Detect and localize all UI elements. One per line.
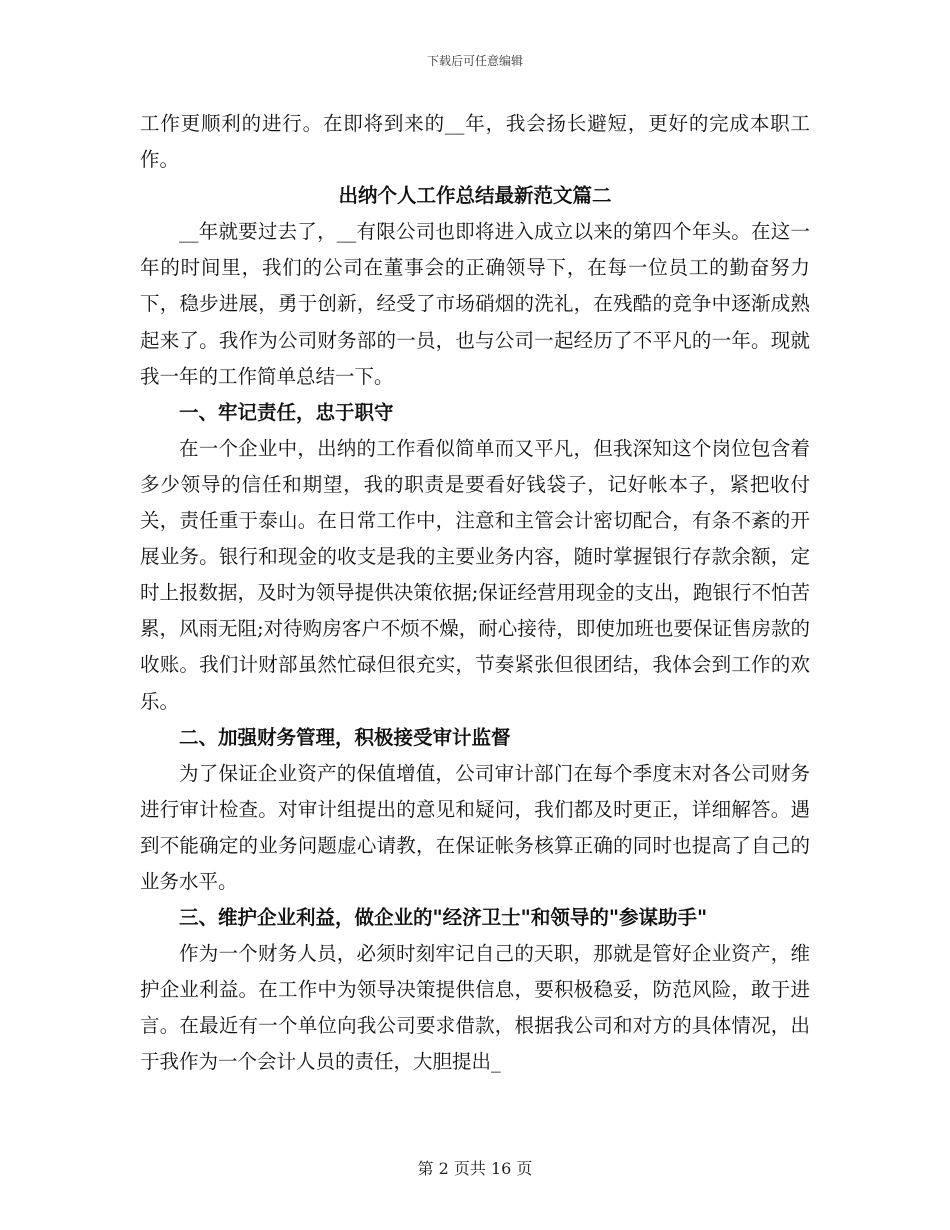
- section-title: 出纳个人工作总结最新范文篇二: [338, 184, 612, 208]
- paragraph-3: 为了保证企业资产的保值增值，公司审计部门在每个季度末对各公司财务进行审计检查。对审计组提出的意见和疑问，我们都及时更正，详细解答。遇到不能确定的业务问题虚心请教，在保证帐务核算正确的同时也提高了自己的业务水平。: [140, 761, 810, 893]
- page-footer: 第 2 页共 16 页: [417, 1159, 533, 1178]
- paragraph-2: 在一个企业中，出纳的工作看似简单而又平凡，但我深知这个岗位包含着多少领导的信任和期望，我的职责是要看好钱袋子，记好帐本子，紧把收付关，责任重于泰山。在日常工作中，注意和主管会计密切配合，有条不紊的开展业务。银行和现金的收支是我的主要业务内容，随时掌握银行存款余额，定时上报数据，及时为领导提供决策依据;保证经营用现金的支出，跑银行不怕苦累，风雨无阻;对待购房客户不烦不燥，耐心接待，即使加班也要保证售房款的收账。我们计财部虽然忙碌但很充实，节奏紧张但很团结，我体会到工作的欢乐。: [140, 436, 810, 713]
- paragraph-1: __年就要过去了，__有限公司也即将进入成立以来的第四个年头。在这一年的时间里，我们的公司在董事会的正确领导下，在每一位员工的勤奋努力下，稳步进展，勇于创新，经受了市场硝烟的洗礼，在残酷的竞争中逐渐成熟起来了。我作为公司财务部的一员，也与公司一起经历了不平凡的一年。现就我一年的工作简单总结一下。: [140, 220, 810, 388]
- paragraph-4: 作为一个财务人员，必须时刻牢记自己的天职，那就是管好企业资产，维护企业利益。在工作中为领导决策提供信息，要积极稳妥，防范风险，敢于进言。在最近有一个单位向我公司要求借款，根据我公司和对方的具体情况，出于我作为一个会计人员的责任，大胆提出_: [140, 942, 810, 1074]
- page-header: 下载后可任意编辑: [426, 54, 523, 68]
- intro-paragraph: 工作更顺利的进行。在即将到来的__年，我会扬长避短，更好的完成本职工作。: [140, 112, 810, 172]
- document-body: [140, 106, 810, 1081]
- heading-2: 二、加强财务管理，积极接受审计监督: [179, 725, 511, 749]
- heading-3: 三、维护企业利益，做企业的"经济卫士"和领导的"参谋助手": [179, 906, 708, 930]
- heading-1: 一、牢记责任，忠于职守: [179, 400, 394, 424]
